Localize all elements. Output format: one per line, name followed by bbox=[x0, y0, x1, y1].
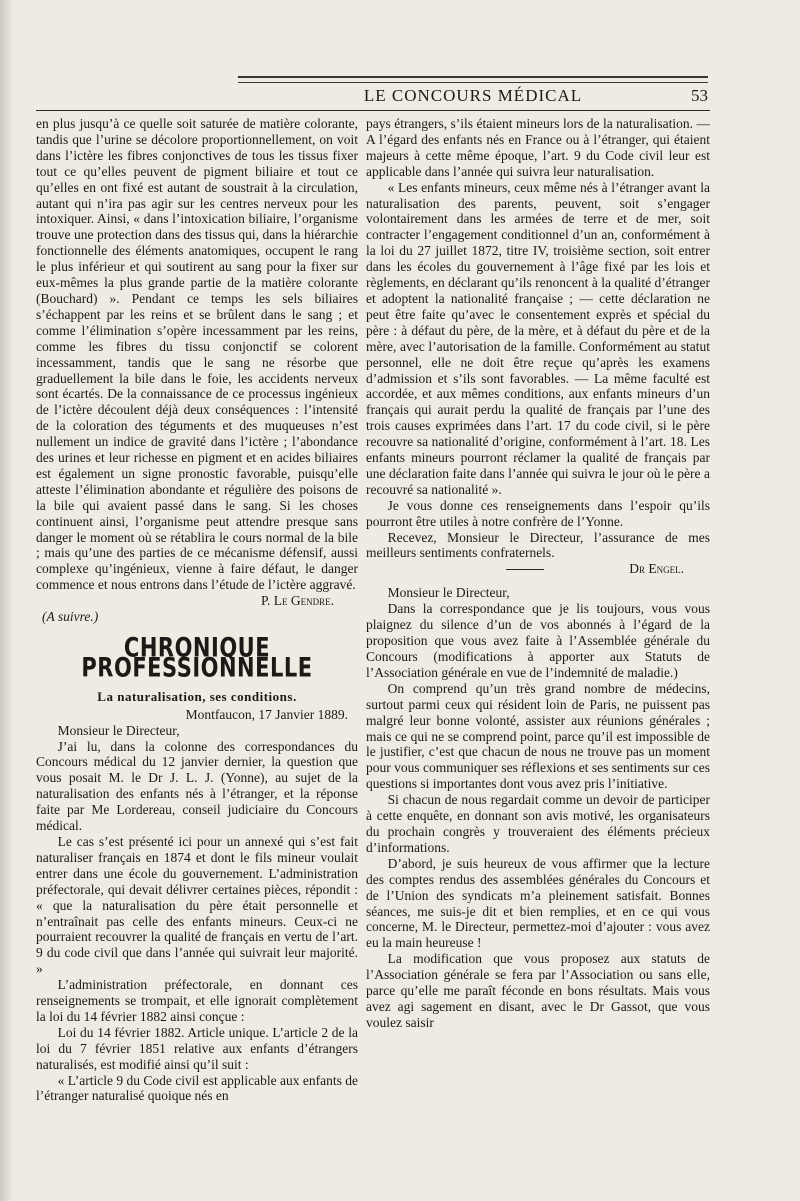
binding-shadow bbox=[0, 0, 14, 1201]
salutation: Monsieur le Directeur, bbox=[387, 585, 510, 601]
top-rule bbox=[238, 76, 708, 78]
right-column bbox=[366, 116, 710, 1031]
paragraph: Si chacun de nous regardait comme un devoir de participer à cette enquête, en donnant son avis motivé, les organisateurs du prochain congrès y trouveraient des éléments précieux d’informations. bbox=[366, 792, 710, 855]
left-column bbox=[36, 116, 358, 1104]
signature-row bbox=[366, 561, 710, 579]
paragraph: Loi du 14 février 1882. Article unique. L’article 2 de la loi du 7 février 1851 relative aux enfants d’étrangers naturalisés, est modifié ainsi qu’il suit : bbox=[36, 1024, 358, 1072]
author-signature: P. Le Gendre. bbox=[260, 593, 334, 609]
separator-rule bbox=[506, 569, 544, 570]
running-title: LE CONCOURS MÉDICAL bbox=[363, 86, 583, 105]
paragraph: pays étrangers, s’ils étaient mineurs lors de la naturalisation. — A l’égard des enfants nés en France ou à l’étranger, qui étaient majeurs à cette même époque, l’art. 9 du Code civil leur est applicable dans l’année qui suivra leur naturalisation. bbox=[366, 116, 710, 179]
paragraph: en plus jusqu’à ce quelle soit saturée de matière colorante, tandis que l’urine se décolore proportionnellement, on voit dans l’ictère les fibres conjonctives de tous les tissus fixer tout ce qu’elles peuvent de pigment biliaire et tout ce qu’elles en ont fixé est autant de soustrait à la circulation, autant qui n’ira pas agir sur les centres nerveux pour les intoxiquer. Ainsi, « dans l’intoxication biliaire, l’organisme trouve une protection dans des tissus qui, dans la hiérarchie fonctionnelle des éléments anatomiques, occupent le rang le plus inférieur et qui soutirent au sang pour la fixer sur eux-mêmes la plus grande partie de la matière colorante (Bouchard) ». Pendant ce temps les sels biliaires s’échappent par les reins et se brûlent dans le sang ; et comme l’élimination s’opère incessamment par les reins, comme les fibres du tissu conjonctif se colorent incessamment, tandis que le sang ne résorbe que graduellement la bile dans le foie, les accidents nerveux sont écartés. De la connaissance de ce processus ingénieux de l’ictère découlent déjà deux conséquences : l’intensité de la coloration des téguments et des muqueuses n’est nullement un indice de gravité dans l’ictère ; l’abondance des urines et leur richesse en pigment et en acides biliaires est également un signe pronostic favorable, puisqu’elle atteste l’élimination abondante et régulière des poisons de la bile qui avaient passé dans le sang. Si les choses continuent ainsi, l’organisme peut attendre presque sans danger le moment où se rétablira le cours normal de la bile ; mais qu’une des parties de ce mécanisme défensif, aussi complexe qu’ingénieux, vienne à faire défaut, le danger commence et nous entrons dans l’étude de l’ictère aggravé. bbox=[36, 116, 358, 593]
paragraph: Recevez, Monsieur le Directeur, l’assurance de mes meilleurs sentiments confraternels. bbox=[366, 529, 710, 561]
section-title: CHRONIQUE PROFESSIONNELLE bbox=[81, 632, 313, 683]
header-rule bbox=[36, 110, 710, 111]
to-be-continued: (A suivre.) bbox=[42, 609, 99, 625]
article-subtitle: La naturalisation, ses conditions. bbox=[97, 688, 297, 704]
paragraph: La modification que vous proposez aux statuts de l’Association générale se fera par l’Association ou sans elle, parce qu’elle me paraît féconde en bons résultats. Mais vous avez agi sagement en disant, avec le Dr Gassot, que vous voulez saisir bbox=[366, 951, 710, 1030]
paragraph: Dans la correspondance que je lis toujours, vous vous plaignez du silence d’un de vos abonnés à l’égard de la proposition que vous avez faite à l’Assemblée générale du Concours (modifications à apporter aux Statuts de l’Association générale en vue de l’indemnité de maladie.) bbox=[366, 601, 710, 680]
paragraph: J’ai lu, dans la colonne des correspondances du Concours médical du 12 janvier dernier, la question que vous posait M. le Dr J. L. J. (Yonne), au sujet de la naturalisation des enfants nés à l’étranger, et la réponse faite par Me Lordereau, conseil judiciaire du Concours médical. bbox=[36, 738, 358, 834]
paragraph: Le cas s’est présenté ici pour un annexé qui s’est fait naturaliser français en 1874 et dont le fils mineur voulait entrer dans une école du gouvernement. L’administration préfectorale, qui devait délivrer certaines pièces, répondit : « que la naturalisation du père était personnelle et n’entraînait pas celle des enfants mineurs. Ceux-ci ne pourraient recouvrer la qualité de français en vertu de l’art. 9 du code civil que dans l’année qui suivrait leur majorité. » bbox=[36, 833, 358, 977]
salutation: Monsieur le Directeur, bbox=[57, 722, 180, 738]
page-number: 53 bbox=[691, 86, 708, 105]
author-signature: Dr Engel. bbox=[629, 561, 684, 577]
paragraph: D’abord, je suis heureux de vous affirmer que la lecture des comptes rendus des assemblées générales du Concours et de l’Union des syndicats m’a pleinement satisfait. Bonnes séances, me suis-je dit et bien remplies, et en ce qui vous concerne, M. le Directeur, permettez-moi d’ajouter : vous avez eu la main heureuse ! bbox=[366, 855, 710, 951]
paragraph: « Les enfants mineurs, ceux même nés à l’étranger avant la naturalisation des parents, peuvent, soit s’engager volontairement dans les armées de terre et de mer, soit contracter l’engagement conditionnel d’un an, conformément à la loi du 27 juillet 1872, titre IV, troisième section, soit entrer dans les écoles du gouvernement à l’âge fixé par les lois et règlements, en déclarant qu’ils renoncent à la qualité d’étranger et adoptent la nationalité française ; — cette déclaration ne peut être faite qu’avec le consentement exprès et spécial du père : à défaut du père, de la mère, et à défaut du père et de la mère, avec l’autorisation de la famille. Conformément au statut personnel, elle ne doit être reçue qu’après les examens d’admission et s’ils sont favorables. — La même faculté est accordée, et aux mêmes conditions, aux enfants mineurs d’un français qui aurait perdu la qualité de français par l’une des trois causes exprimées dans l’art. 17 du code civil, si le père recouvre sa nationalité d’origine, conformément à l’art. 18. Les enfants mineurs pourront réclamer la qualité de français par une déclaration faite dans l’année qui suivra le jour où le père a recouvré sa nationalité ». bbox=[366, 179, 710, 497]
paragraph: « L’article 9 du Code civil est applicable aux enfants de l’étranger naturalisé quoique nés en bbox=[36, 1072, 358, 1104]
dateline: Montfaucon, 17 Janvier 1889. bbox=[185, 706, 348, 722]
paragraph: L’administration préfectorale, en donnant ces renseignements se trompait, et elle ignorait complètement la loi du 14 février 1882 ainsi conçue : bbox=[36, 977, 358, 1024]
top-rule-thin bbox=[238, 82, 708, 83]
paragraph: On comprend qu’un très grand nombre de médecins, surtout parmi ceux qui résident loin de Paris, ne puissent pas malgré leur bonne volonté, assister aux réunions générales ; mais ce qui ne se comprend point, parce qu’il est impossible de le justifier, c’est que chacun de nous ne trouve pas un moment pour vous communiquer ses réflexions et ses sentiments sur ces questions si importantes dont vous avez pris l’initiative. bbox=[366, 680, 710, 792]
paragraph: Je vous donne ces renseignements dans l’espoir qu’ils pourront être utiles à notre confrère de l’Yonne. bbox=[366, 497, 710, 529]
running-head bbox=[238, 86, 708, 108]
